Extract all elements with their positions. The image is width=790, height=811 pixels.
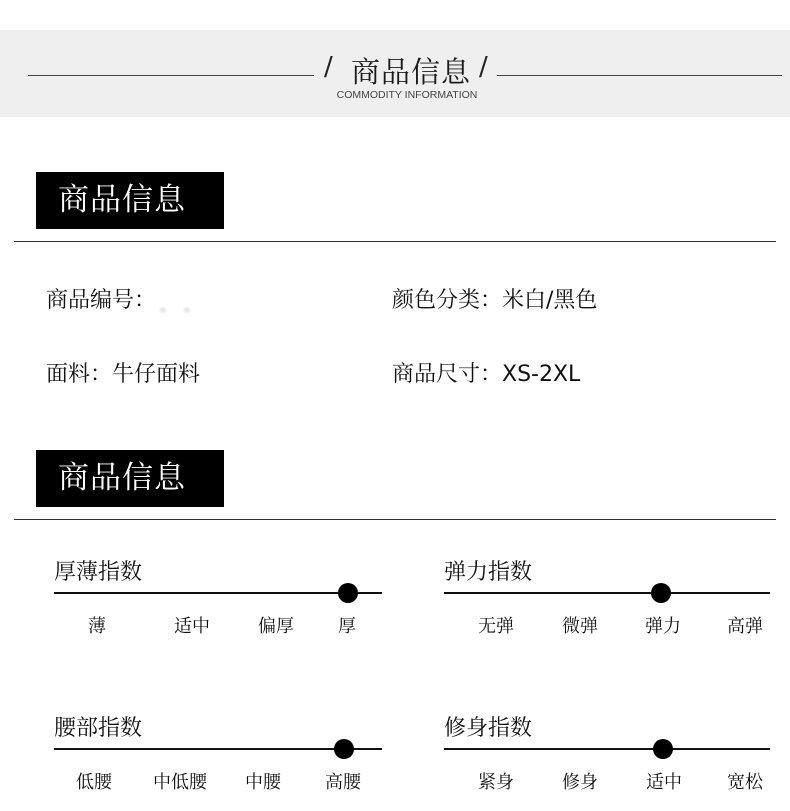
waist-option: 低腰 xyxy=(76,772,112,793)
thickness-scale-track xyxy=(54,592,382,594)
banner-title: 商品信息 xyxy=(350,55,471,89)
waist-option: 高腰 xyxy=(325,772,361,793)
banner-rule-left xyxy=(28,75,314,76)
banner-rule-right xyxy=(497,75,782,76)
section-divider xyxy=(14,241,776,242)
fabric-value: 牛仔面料 xyxy=(112,362,201,387)
product-number-row xyxy=(46,283,216,314)
product-number-blurred-value xyxy=(156,294,216,308)
elasticity-index-title: 弹力指数 xyxy=(444,560,533,585)
elasticity-option: 无弹 xyxy=(478,616,514,637)
section-divider xyxy=(14,519,776,520)
section-tag-product-info: 商品信息 xyxy=(36,172,224,229)
thickness-option: 适中 xyxy=(174,616,210,637)
waist-selected-dot xyxy=(334,739,354,759)
fit-option: 紧身 xyxy=(478,772,514,793)
elasticity-option: 微弹 xyxy=(562,616,598,637)
size-value: XS-2XL xyxy=(502,362,581,387)
banner-slash-left: / xyxy=(324,52,333,82)
section-tag-indices: 商品信息 xyxy=(36,450,224,507)
fit-index-title: 修身指数 xyxy=(444,716,533,741)
waist-option: 中腰 xyxy=(245,772,281,793)
waist-scale-track xyxy=(54,748,382,750)
fabric-label: 面料： xyxy=(46,362,113,387)
thickness-selected-dot xyxy=(338,583,358,603)
product-number-label: 商品编号： xyxy=(46,288,157,313)
waist-option: 中低腰 xyxy=(153,772,207,793)
color-label: 颜色分类： xyxy=(392,288,503,313)
banner-slash-right: / xyxy=(479,52,488,82)
fit-option: 宽松 xyxy=(727,772,763,793)
thickness-option: 厚 xyxy=(338,616,356,637)
size-label: 商品尺寸： xyxy=(392,362,503,387)
color-row xyxy=(392,283,597,314)
elasticity-option: 高弹 xyxy=(727,616,763,637)
fit-option: 修身 xyxy=(562,772,598,793)
color-value: 米白/黑色 xyxy=(502,288,598,313)
fit-selected-dot xyxy=(653,739,673,759)
size-row xyxy=(392,357,580,388)
thickness-option: 薄 xyxy=(88,616,106,637)
fit-scale-track xyxy=(444,748,770,750)
header-banner xyxy=(0,30,790,117)
waist-index-title: 腰部指数 xyxy=(54,716,143,741)
elasticity-scale-track xyxy=(444,592,770,594)
fit-option: 适中 xyxy=(646,772,682,793)
elasticity-selected-dot xyxy=(651,583,671,603)
thickness-index-title: 厚薄指数 xyxy=(54,560,143,585)
banner-subtitle: COMMODITY INFORMATION xyxy=(336,89,478,101)
fabric-row xyxy=(46,357,200,388)
thickness-option: 偏厚 xyxy=(258,616,294,637)
elasticity-option: 弹力 xyxy=(645,616,681,637)
